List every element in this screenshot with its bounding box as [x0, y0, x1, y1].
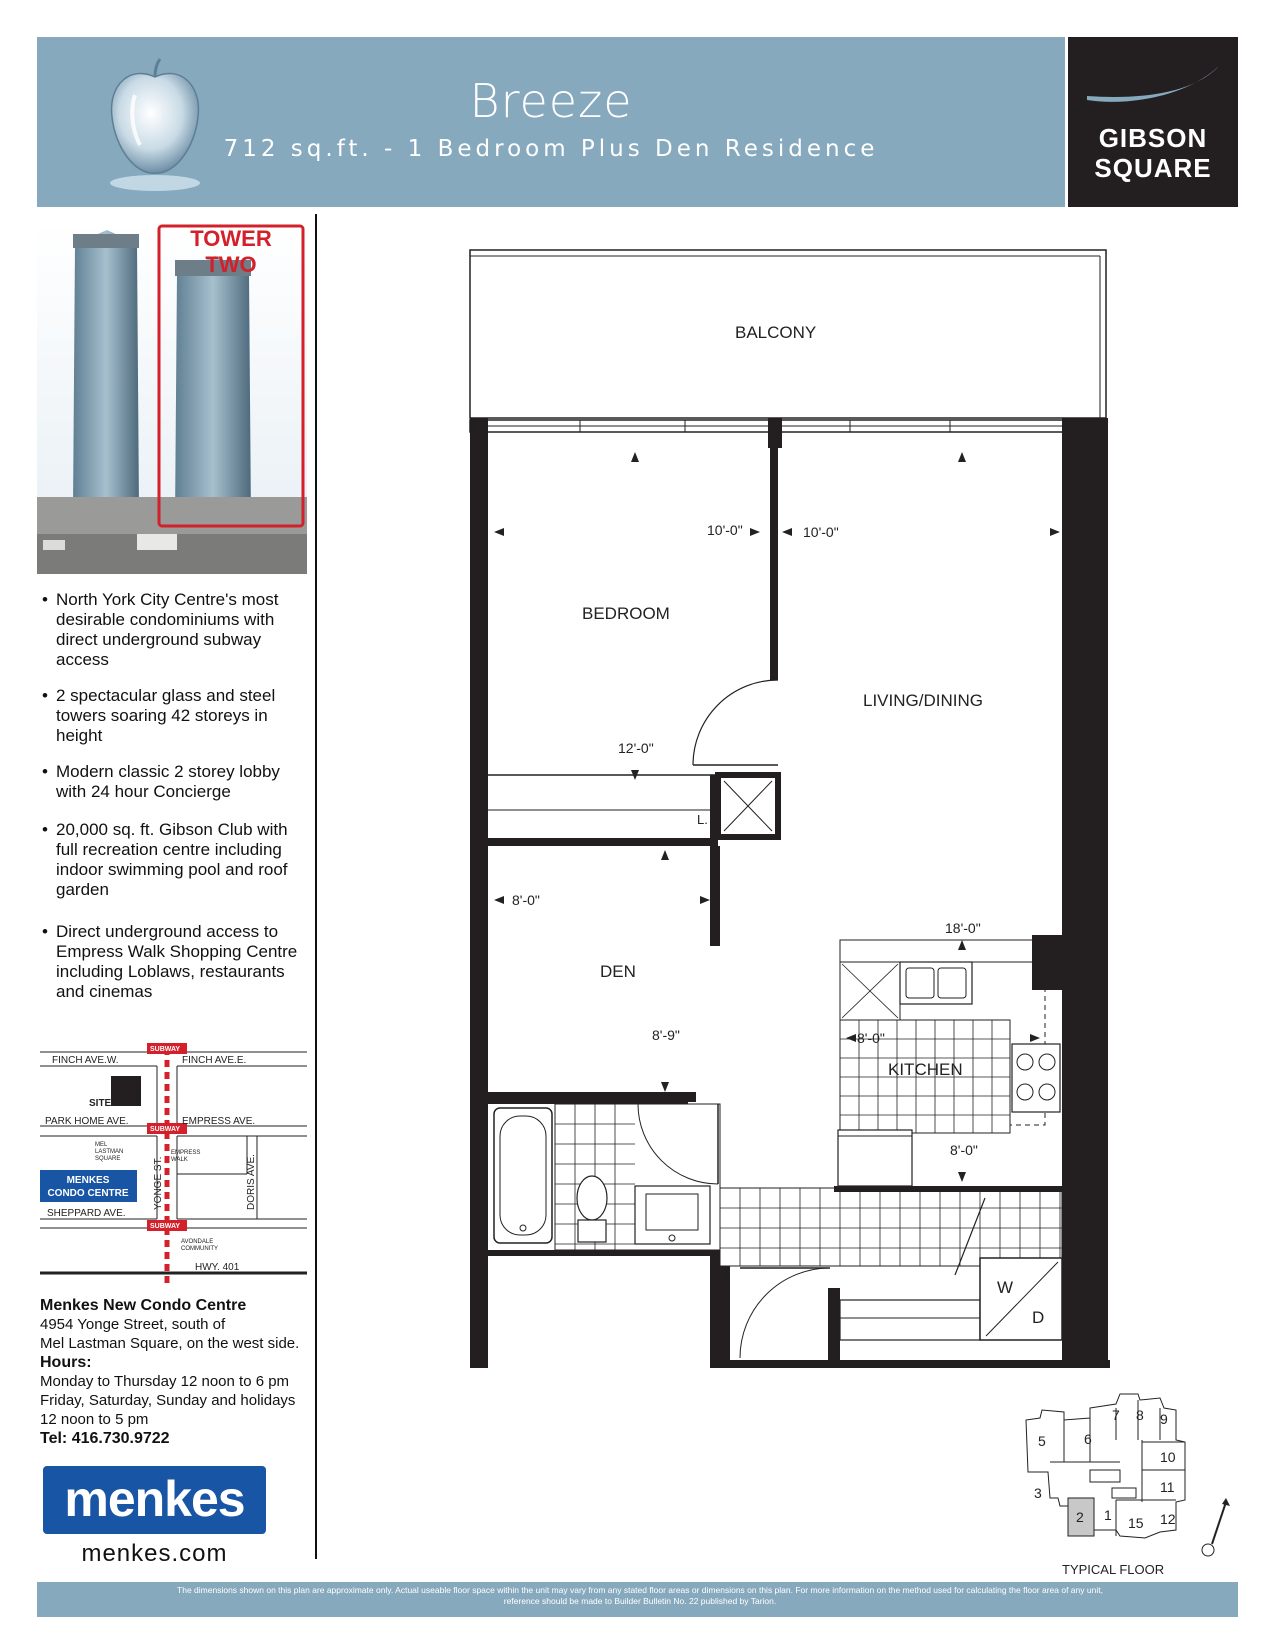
closet: [840, 1300, 980, 1340]
feature-text: Direct underground access to Empress Walk Shopping Centre including Loblaws, restaurants and cinemas: [56, 922, 298, 1001]
hours-line: Monday to Thursday 12 noon to 6 pm: [40, 1373, 290, 1390]
key-unit-9: 9: [1160, 1411, 1168, 1427]
bathtub: [494, 1108, 552, 1243]
map-mel-lastman: MEL: [95, 1142, 108, 1148]
feature-text: Modern classic 2 storey lobby with 24 hour Concierge: [56, 762, 280, 801]
key-unit-2: 2: [1076, 1509, 1084, 1525]
north-arrow-icon: [1202, 1498, 1230, 1556]
map-menkes-centre: MENKES: [66, 1175, 110, 1186]
map-empress-walk: EMPRESS: [171, 1150, 201, 1156]
map-mel-lastman: LASTMAN: [95, 1149, 124, 1155]
feature-item: • 2 spectacular glass and steel towers soaring 42 storeys in height: [40, 686, 305, 746]
fridge: [838, 1130, 912, 1186]
location-map: [37, 1040, 315, 1292]
map-doris-ave: DORIS AVE.: [246, 1154, 257, 1210]
key-unit-3: 3: [1034, 1485, 1042, 1501]
map-empress-ave: EMPRESS AVE.: [182, 1116, 256, 1127]
key-unit-7: 7: [1112, 1407, 1120, 1423]
disclaimer-line: reference should be made to Builder Bulletin No. 22 published by Tarion.: [503, 1596, 777, 1606]
room-label-den: DEN: [600, 962, 636, 981]
dimension-den-depth: 8'-9": [652, 1027, 680, 1043]
key-unit-12: 12: [1160, 1511, 1176, 1527]
disclaimer: [80, 1585, 1200, 1607]
feature-item: • North York City Centre's most desirable condominiums with direct underground subway access: [40, 590, 305, 670]
dimension-living-width: 10'-0": [803, 524, 839, 540]
key-unit-11: 11: [1160, 1479, 1175, 1495]
map-empress-walk: WALK: [171, 1157, 188, 1163]
room-label-kitchen: KITCHEN: [888, 1060, 963, 1079]
typical-floor-label: TYPICAL FLOOR: [1062, 1562, 1165, 1577]
dimension-den-width: 8'-0": [512, 892, 540, 908]
contact-name: Menkes New Condo Centre: [40, 1297, 247, 1314]
dimension-kitchen-width: 8'-0": [857, 1030, 885, 1046]
contact-phone: Tel: 416.730.9722: [40, 1430, 170, 1447]
key-unit-6: 6: [1084, 1431, 1092, 1447]
feature-item: • Direct underground access to Empress Walk Shopping Centre including Loblaws, restaurants and cinemas: [40, 922, 305, 1002]
contact-block: [40, 1296, 320, 1448]
map-mel-lastman: SQUARE: [95, 1156, 121, 1162]
key-unit-15: 15: [1128, 1515, 1144, 1531]
hours-label: Hours:: [40, 1354, 92, 1371]
dimension-living-depth: 18'-0": [945, 920, 981, 936]
floor-plan: [460, 245, 1120, 1375]
map-avondale: COMMUNITY: [181, 1246, 218, 1252]
contact-address: Mel Lastman Square, on the west side.: [40, 1335, 300, 1352]
brand-swoosh-icon: [1085, 62, 1225, 112]
page-title: Breeze: [469, 74, 633, 128]
disclaimer-line: The dimensions shown on this plan are approximate only. Actual useable floor space within the unit may vary from any stated floor areas or dimensions on this plan. For more information on the method used for calculating the floor area of any unit,: [177, 1585, 1103, 1595]
hours-line: 12 noon to 5 pm: [40, 1411, 149, 1428]
map-subway-label: SUBWAY: [150, 1223, 181, 1230]
feature-item: • 20,000 sq. ft. Gibson Club with full recreation centre including indoor swimming pool and roof garden: [40, 820, 305, 900]
tower-two-label: TOWER TWO: [190, 226, 272, 277]
map-avondale: AVONDALE: [181, 1239, 214, 1245]
key-unit-8: 8: [1136, 1407, 1144, 1423]
toilet: [578, 1220, 606, 1242]
hours-line: Friday, Saturday, Sunday and holidays: [40, 1392, 296, 1409]
map-subway-label: SUBWAY: [150, 1126, 181, 1133]
menkes-url: menkes.com: [81, 1540, 228, 1567]
dimension-bedroom-width: 10'-0": [707, 522, 743, 538]
dryer-label: D: [1032, 1308, 1045, 1327]
washer-label: W: [997, 1278, 1014, 1297]
feature-text: North York City Centre's most desirable condominiums with direct underground subway access: [56, 590, 279, 669]
map-finch-west: FINCH AVE.W.: [52, 1055, 119, 1066]
stove: [1012, 1044, 1060, 1112]
map-sheppard: SHEPPARD AVE.: [47, 1208, 126, 1219]
contact-address: 4954 Yonge Street, south of: [40, 1316, 226, 1333]
key-unit-5: 5: [1038, 1433, 1046, 1449]
dimension-kitchen-depth: 8'-0": [950, 1142, 978, 1158]
map-subway-label: SUBWAY: [150, 1046, 181, 1053]
map-hwy-401: HWY. 401: [195, 1262, 240, 1273]
map-site-label: SITE: [89, 1098, 112, 1109]
key-unit-10: 10: [1160, 1449, 1176, 1465]
map-menkes-centre: CONDO CENTRE: [47, 1188, 129, 1199]
map-finch-east: FINCH AVE.E.: [182, 1055, 247, 1066]
key-unit-1: 1: [1104, 1507, 1112, 1523]
map-yonge-st: YONGE ST.: [153, 1156, 164, 1210]
brand-name-line1: GIBSON: [1098, 123, 1208, 153]
feature-text: 20,000 sq. ft. Gibson Club with full recreation centre including indoor swimming pool and roof garden: [56, 820, 288, 899]
menkes-logo-word: menkes: [64, 1471, 245, 1527]
room-label-balcony: BALCONY: [735, 323, 817, 342]
dimension-bedroom-depth: 12'-0": [618, 740, 654, 756]
map-park-home: PARK HOME AVE.: [45, 1116, 129, 1127]
key-plan: [1020, 1390, 1240, 1580]
feature-text: 2 spectacular glass and steel towers soaring 42 storeys in height: [56, 686, 276, 745]
page-subtitle: 712 sq.ft. - 1 Bedroom Plus Den Residence: [223, 136, 879, 162]
linen-label: L.: [697, 812, 708, 827]
room-label-bedroom: BEDROOM: [582, 604, 670, 623]
room-label-living-dining: LIVING/DINING: [863, 691, 983, 710]
site-marker: [111, 1076, 141, 1106]
brand-name-line2: SQUARE: [1094, 153, 1212, 183]
feature-item: • Modern classic 2 storey lobby with 24 hour Concierge: [40, 762, 305, 802]
